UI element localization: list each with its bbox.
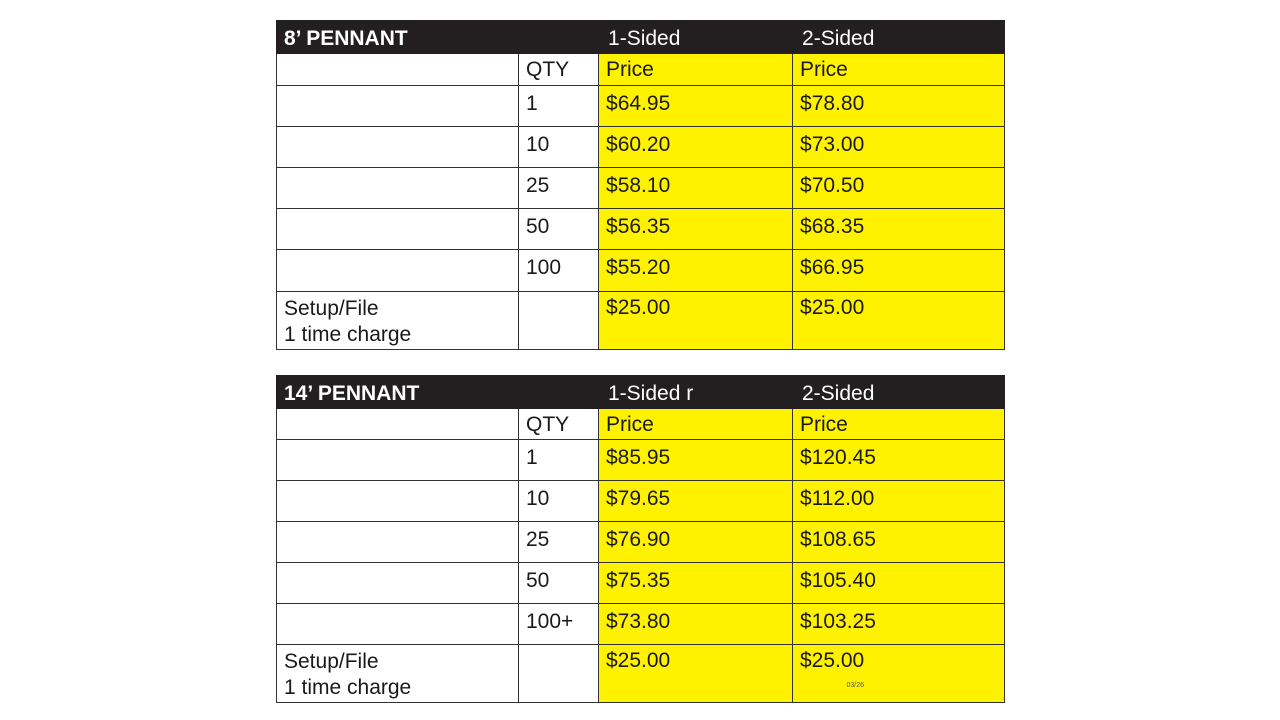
two-sided-price: $68.35 [793, 209, 1005, 250]
one-sided-price: $60.20 [599, 127, 793, 168]
one-sided-price: $85.95 [599, 440, 793, 481]
empty-cell [519, 292, 599, 350]
setup-label-line2: 1 time charge [284, 676, 412, 699]
one-sided-header: 1-Sided [599, 21, 793, 54]
setup-label [277, 645, 519, 703]
qty-cell: 25 [519, 168, 599, 209]
table-row [277, 522, 1005, 563]
two-sided-price: $78.80 [793, 86, 1005, 127]
one-sided-price: $55.20 [599, 250, 793, 292]
one-sided-price: $73.80 [599, 604, 793, 645]
qty-header: QTY [519, 409, 599, 440]
one-sided-price: $64.95 [599, 86, 793, 127]
empty-cell [277, 127, 519, 168]
table-row [277, 127, 1005, 168]
empty-cell [277, 168, 519, 209]
one-sided-price: $79.65 [599, 481, 793, 522]
two-sided-price: $73.00 [793, 127, 1005, 168]
two-sided-price: $120.45 [793, 440, 1005, 481]
empty-cell [277, 250, 519, 292]
setup-one-sided-price: $25.00 [599, 645, 793, 703]
setup-row [277, 645, 1005, 703]
two-sided-header: 2-Sided [793, 376, 1005, 409]
two-sided-price: $108.65 [793, 522, 1005, 563]
setup-row [277, 292, 1005, 350]
one-sided-price: $56.35 [599, 209, 793, 250]
table-title: 8’ PENNANT [277, 21, 599, 54]
empty-cell [519, 645, 599, 703]
setup-one-sided-price: $25.00 [599, 292, 793, 350]
one-sided-header: 1-Sided r [599, 376, 793, 409]
table-row [277, 563, 1005, 604]
price-header-one-sided: Price [599, 409, 793, 440]
qty-cell: 100+ [519, 604, 599, 645]
table-row [277, 250, 1005, 292]
price-header-two-sided: Price [793, 54, 1005, 86]
pennant-8ft-price-table [276, 20, 1005, 350]
setup-label-line2: 1 time charge [284, 323, 412, 346]
qty-cell: 100 [519, 250, 599, 292]
table-title: 14’ PENNANT [277, 376, 599, 409]
table-row [277, 86, 1005, 127]
two-sided-price: $105.40 [793, 563, 1005, 604]
setup-label [277, 292, 519, 350]
empty-cell [277, 522, 519, 563]
two-sided-price: $112.00 [793, 481, 1005, 522]
qty-cell: 10 [519, 481, 599, 522]
subheader-row [277, 409, 1005, 440]
table-row [277, 481, 1005, 522]
empty-cell [277, 440, 519, 481]
one-sided-price: $58.10 [599, 168, 793, 209]
empty-cell [277, 86, 519, 127]
empty-cell [277, 563, 519, 604]
subheader-row [277, 54, 1005, 86]
table-row [277, 209, 1005, 250]
setup-two-sided-price-cell [793, 645, 1005, 703]
pennant-14ft-price-table [276, 375, 1005, 703]
two-sided-price: $70.50 [793, 168, 1005, 209]
qty-cell: 1 [519, 86, 599, 127]
table-row [277, 440, 1005, 481]
qty-header: QTY [519, 54, 599, 86]
qty-cell: 50 [519, 209, 599, 250]
setup-label-line1: Setup/File [284, 297, 379, 320]
setup-two-sided-price: $25.00 [800, 649, 865, 672]
qty-cell: 50 [519, 563, 599, 604]
price-header-two-sided: Price [793, 409, 1005, 440]
empty-cell [277, 604, 519, 645]
one-sided-price: $76.90 [599, 522, 793, 563]
empty-cell [277, 54, 519, 86]
table-row [277, 604, 1005, 645]
footnote-date: 03/26 [846, 682, 864, 689]
table-header-row [277, 21, 1005, 54]
table-header-row [277, 376, 1005, 409]
empty-cell [277, 209, 519, 250]
setup-two-sided-price: $25.00 [793, 292, 1005, 350]
one-sided-price: $75.35 [599, 563, 793, 604]
empty-cell [277, 409, 519, 440]
empty-cell [277, 481, 519, 522]
two-sided-price: $66.95 [793, 250, 1005, 292]
two-sided-header: 2-Sided [793, 21, 1005, 54]
price-header-one-sided: Price [599, 54, 793, 86]
table-row [277, 168, 1005, 209]
qty-cell: 10 [519, 127, 599, 168]
setup-label-line1: Setup/File [284, 650, 379, 673]
qty-cell: 1 [519, 440, 599, 481]
two-sided-price: $103.25 [793, 604, 1005, 645]
qty-cell: 25 [519, 522, 599, 563]
